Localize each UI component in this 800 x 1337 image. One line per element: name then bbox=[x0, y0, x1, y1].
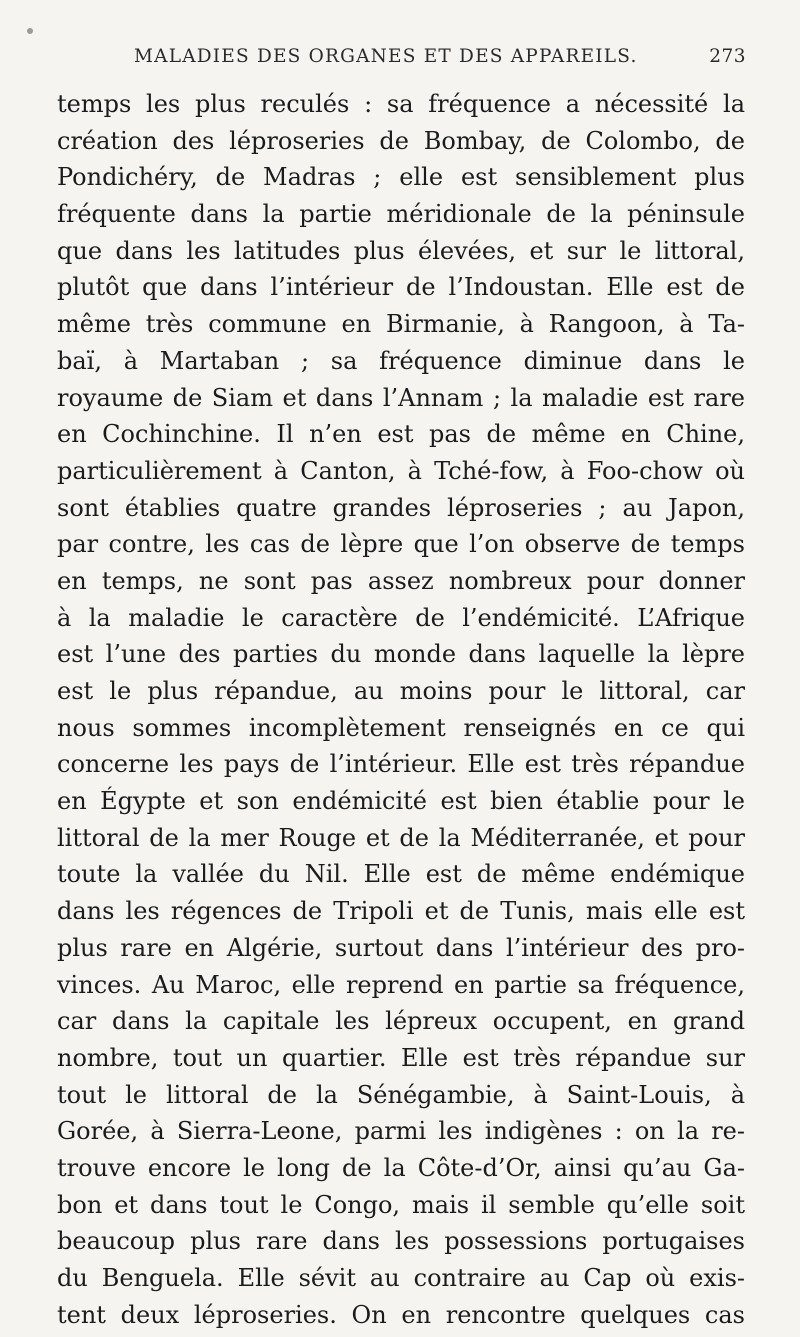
text-line: à la maladie le caractère de l’endémicité. L’Afrique bbox=[57, 603, 745, 632]
running-head bbox=[134, 46, 746, 76]
text-line: baï, à Martaban ; sa fréquence diminue dans le bbox=[57, 346, 745, 375]
text-line: concerne les pays de l’intérieur. Elle est très répandue bbox=[57, 750, 745, 779]
text-line: en temps, ne sont pas assez nombreux pour donner bbox=[57, 566, 745, 595]
text-line: bon et dans tout le Congo, mais il semble qu’elle soit bbox=[57, 1190, 745, 1219]
text-line: nombre, tout un quartier. Elle est très répandue sur bbox=[57, 1043, 745, 1072]
text-line: plutôt que dans l’intérieur de l’Indoustan. Elle est de bbox=[57, 273, 745, 302]
text-line: en Égypte et son endémicité est bien établie pour le bbox=[57, 787, 745, 816]
text-line: fréquente dans la partie méridionale de la péninsule bbox=[57, 200, 745, 229]
text-line: création des léproseries de Bombay, de Colombo, de bbox=[57, 126, 745, 155]
text-line: plus rare en Algérie, surtout dans l’intérieur des pro- bbox=[57, 933, 745, 962]
text-line: sont établies quatre grandes léproseries ; au Japon, bbox=[57, 493, 745, 522]
text-line: même très commune en Birmanie, à Rangoon, à Ta- bbox=[57, 310, 745, 339]
text-line: trouve encore le long de la Côte-d’Or, ainsi qu’au Ga- bbox=[57, 1153, 745, 1182]
body-paragraph bbox=[57, 86, 745, 1333]
text-line: Gorée, à Sierra-Leone, parmi les indigènes : on la re- bbox=[57, 1117, 745, 1146]
text-line: Pondichéry, de Madras ; elle est sensiblement plus bbox=[57, 163, 745, 192]
text-line: beaucoup plus rare dans les possessions portugaises bbox=[57, 1227, 745, 1256]
text-line: car dans la capitale les lépreux occupent, en grand bbox=[57, 1007, 745, 1036]
page-number: 273 bbox=[709, 46, 746, 67]
text-line: que dans les latitudes plus élevées, et sur le littoral, bbox=[57, 236, 745, 265]
text-line: littoral de la mer Rouge et de la Méditerranée, et pour bbox=[57, 823, 745, 852]
text-line: temps les plus reculés : sa fréquence a nécessité la bbox=[57, 90, 745, 118]
text-line: toute la vallée du Nil. Elle est de même endémique bbox=[57, 860, 745, 889]
text-line: est le plus répandue, au moins pour le littoral, car bbox=[57, 677, 745, 705]
text-line: nous sommes incomplètement renseignés en ce qui bbox=[57, 713, 745, 742]
text-line: est l’une des parties du monde dans laquelle la lèpre bbox=[57, 640, 745, 669]
text-line: dans les régences de Tripoli et de Tunis, mais elle est bbox=[57, 897, 745, 926]
text-line: vinces. Au Maroc, elle reprend en partie sa fréquence, bbox=[57, 970, 745, 999]
text-line: tout le littoral de la Sénégambie, à Saint-Louis, à bbox=[57, 1080, 745, 1109]
text-line: tent deux léproseries. On en rencontre quelques cas bbox=[57, 1300, 745, 1329]
text-line: en Cochinchine. Il n’en est pas de même en Chine, bbox=[57, 420, 745, 449]
text-line: royaume de Siam et dans l’Annam ; la maladie est rare bbox=[57, 383, 745, 412]
text-line: par contre, les cas de lèpre que l’on observe de temps bbox=[57, 530, 745, 559]
text-line: du Benguela. Elle sévit au contraire au Cap où exis- bbox=[57, 1264, 745, 1292]
ink-speck bbox=[27, 28, 33, 34]
running-title: MALADIES DES ORGANES ET DES APPAREILS. bbox=[134, 46, 638, 67]
text-line: particulièrement à Canton, à Tché-fow, à Foo-chow où bbox=[57, 456, 745, 485]
